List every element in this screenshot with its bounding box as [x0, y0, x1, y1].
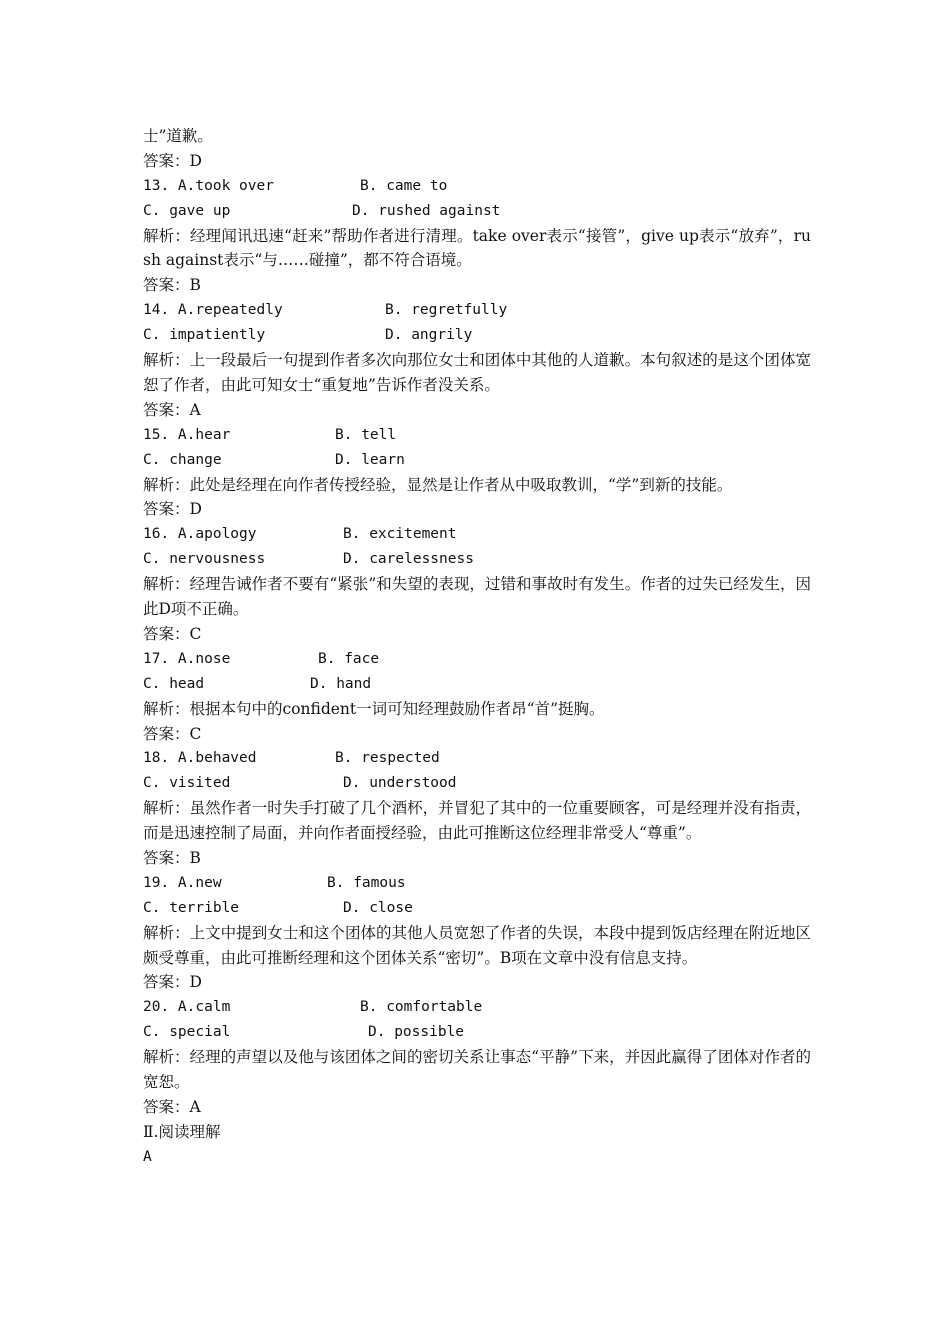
- answer-13: 答案：B: [143, 276, 201, 295]
- question-18-row-1: [143, 746, 811, 771]
- part-label: A: [143, 1148, 152, 1165]
- question-19-row-1: [143, 871, 811, 896]
- option-b: B. face: [318, 650, 380, 667]
- question-17-row-2: [143, 672, 811, 697]
- option-b: B. regretfully: [385, 302, 508, 319]
- explanation-20: 解析：经理的声望以及他与该团体之间的密切关系让事态“平静”下来，并因此赢得了团体对作者的宽恕。: [143, 1048, 811, 1092]
- answer-18: 答案：B: [143, 848, 201, 867]
- question-13-row-2: [143, 199, 811, 224]
- question-15-row-2: [143, 448, 811, 473]
- option-d: D. angrily: [385, 327, 473, 344]
- option-d: D. close: [343, 899, 413, 916]
- option-b: B. excitement: [343, 526, 457, 543]
- option-c: C. change: [143, 451, 222, 468]
- option-d: D. hand: [310, 675, 372, 692]
- option-c: C. impatiently: [143, 327, 266, 344]
- question-15-row-1: [143, 423, 811, 448]
- option-d: D. rushed against: [352, 202, 501, 219]
- document-body: [143, 124, 811, 1170]
- option-a: 16. A.apology: [143, 526, 257, 543]
- option-d: D. carelessness: [343, 551, 474, 568]
- option-a: 15. A.hear: [143, 426, 231, 443]
- option-a: 19. A.new: [143, 874, 222, 891]
- explanation-15: 解析：此处是经理在向作者传授经验，显然是让作者从中吸取教训，“学”到新的技能。: [143, 475, 733, 494]
- section-heading: Ⅱ.阅读理解: [143, 1122, 221, 1141]
- explanation-14: 解析：上一段最后一句提到作者多次向那位女士和团体中其他的人道歉。本句叙述的是这个团体宽恕了作者，由此可知女士“重复地”告诉作者没关系。: [143, 351, 811, 394]
- question-16-row-1: [143, 522, 811, 547]
- text-line: 士”道歉。: [143, 127, 213, 145]
- option-a: 13. A.took over: [143, 177, 274, 194]
- explanation-19: 解析：上文中提到女士和这个团体的其他人员宽恕了作者的失误，本段中提到饭店经理在附近地区颇受尊重，由此可推断经理和这个团体关系“密切”。B项在文章中没有信息支持。: [143, 923, 811, 967]
- question-18-row-2: [143, 771, 811, 796]
- option-b: B. tell: [335, 426, 397, 443]
- question-13-row-1: [143, 174, 811, 199]
- option-a: 17. A.nose: [143, 650, 231, 667]
- explanation-16: 解析：经理告诫作者不要有“紧张”和失望的表现，过错和事故时有发生。作者的过失已经发生，因此D项不正确。: [143, 575, 811, 619]
- option-c: C. terrible: [143, 899, 240, 916]
- option-b: B. comfortable: [360, 999, 483, 1016]
- question-16-row-2: [143, 547, 811, 572]
- option-c: C. gave up: [143, 202, 231, 219]
- answer-17: 答案：C: [143, 724, 202, 743]
- answer-15: 答案：D: [143, 500, 202, 519]
- answer-19: 答案：D: [143, 973, 202, 992]
- option-b: B. came to: [360, 177, 448, 194]
- option-b: B. famous: [327, 874, 406, 891]
- question-14-row-2: [143, 323, 811, 348]
- question-14-row-1: [143, 298, 811, 323]
- question-19-row-2: [143, 896, 811, 921]
- answer-line: 答案：D: [143, 151, 202, 170]
- option-d: D. possible: [368, 1024, 465, 1041]
- question-17-row-1: [143, 647, 811, 672]
- option-a: 20. A.calm: [143, 999, 231, 1016]
- option-a: 18. A.behaved: [143, 750, 257, 767]
- option-c: C. visited: [143, 775, 231, 792]
- answer-16: 答案：C: [143, 624, 202, 643]
- option-c: C. nervousness: [143, 551, 266, 568]
- answer-20: 答案：A: [143, 1097, 201, 1116]
- question-20-row-2: [143, 1020, 811, 1045]
- explanation-13: 解析：经理闻讯迅速“赶来”帮助作者进行清理。take over表示“接管”，give up表示“放弃”，rush against表示“与……碰撞”，都不符合语境。: [143, 226, 811, 270]
- question-20-row-1: [143, 995, 811, 1020]
- option-d: D. understood: [343, 775, 457, 792]
- option-b: B. respected: [335, 750, 440, 767]
- answer-14: 答案：A: [143, 400, 201, 419]
- option-a: 14. A.repeatedly: [143, 302, 283, 319]
- option-c: C. special: [143, 1024, 231, 1041]
- option-c: C. head: [143, 675, 205, 692]
- explanation-18: 解析：虽然作者一时失手打破了几个酒杯，并冒犯了其中的一位重要顾客，可是经理并没有指责，而是迅速控制了局面，并向作者面授经验，由此可推断这位经理非常受人“尊重”。: [143, 799, 811, 843]
- option-d: D. learn: [335, 451, 405, 468]
- explanation-17: 解析：根据本句中的confident一词可知经理鼓励作者昂“首”挺胸。: [143, 699, 605, 718]
